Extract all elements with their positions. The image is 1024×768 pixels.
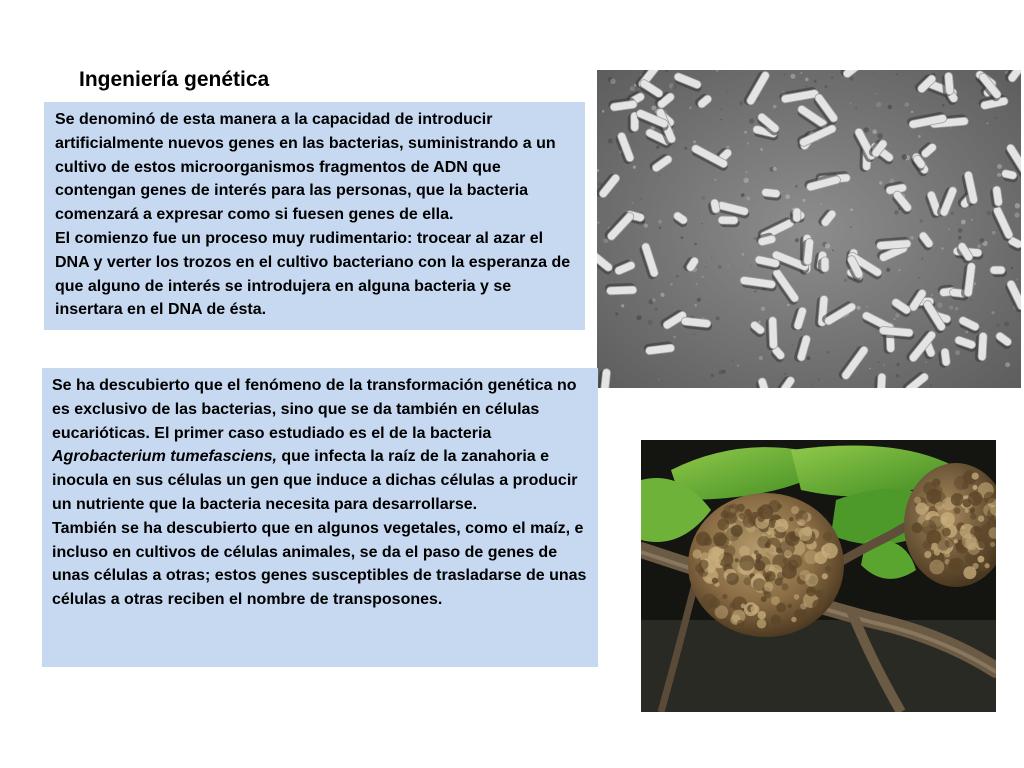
intro-paragraph-2: El comienzo fue un proceso muy rudimentario: trocear al azar el DNA y verter los trozos en el cultivo bacteriano con la esperanza de que alguno de interés se introdujera en alguna bacteria y se insertara en el DNA de ésta.: [55, 229, 571, 319]
transformation-text-box: [42, 368, 598, 667]
bacteria-micrograph-image: [597, 70, 1021, 388]
species-name: Agrobacterium tumefasciens,: [52, 448, 277, 466]
paragraph-1-end: que infecta la raíz de la zanahoria e inocula en sus células un gen que induce a dichas células a producir un nutriente que la bacteria necesita para desarrollarse.: [52, 448, 578, 513]
slide-title: Ingeniería genética: [79, 68, 270, 91]
paragraph-1-start: Se ha descubierto que el fenómeno de la transformación genética no es exclusivo de las bacterias, sino que se da también en células eucarióticas. El primer caso estudiado es el de la bacteria: [52, 377, 577, 442]
crown-gall-photo: [641, 440, 996, 712]
transformation-paragraph-1: [52, 374, 590, 517]
transformation-paragraph-2: También se ha descubierto que en algunos vegetales, como el maíz, e incluso en cultivos de células animales, se da el paso de genes de unas células a otras; estos genes susceptibles de trasladarse de unas células a otras reciben el nombre de transposones.: [52, 519, 587, 609]
intro-paragraph-1: Se denominó de esta manera a la capacidad de introducir artificialmente nuevos genes en las bacterias, suministrando a un cultivo de estos microorganismos fragmentos de ADN que contengan genes de interés para las personas, que la bacteria comenzará a expresar como si fuesen genes de ella.: [55, 111, 556, 224]
intro-text-box: [44, 102, 585, 330]
